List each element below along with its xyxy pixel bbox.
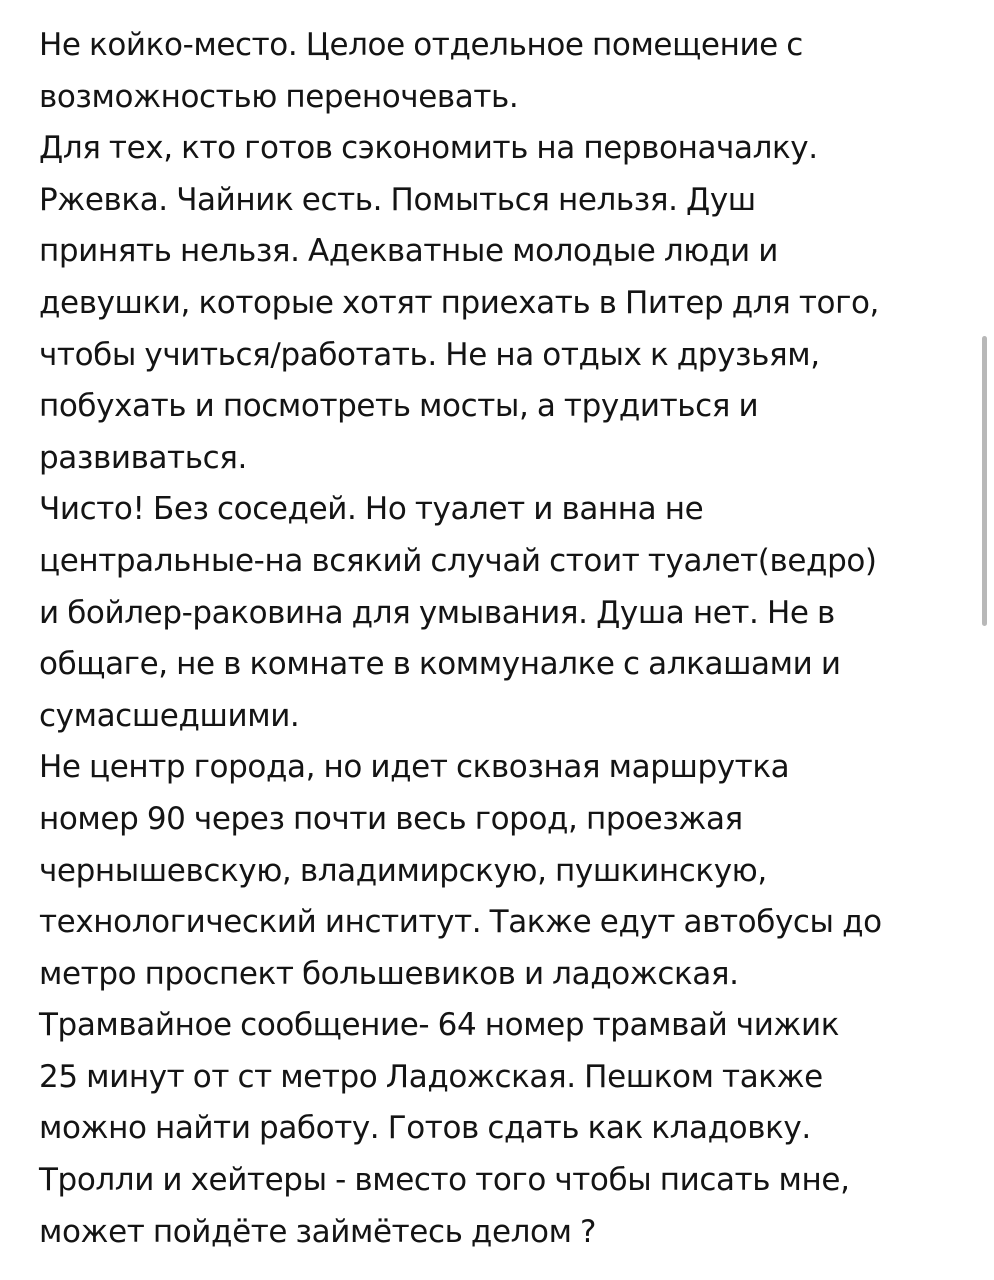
- text-line: технологический институт. Также едут автобусы до: [39, 904, 882, 941]
- text-line: побухать и посмотреть мосты, а трудиться и: [39, 388, 759, 425]
- text-line: номер 90 через почти весь город, проезжая: [39, 800, 743, 837]
- text-line: развиваться.: [39, 439, 247, 476]
- text-line: Чисто! Без соседей. Но туалет и ванна не: [39, 491, 704, 528]
- text-line: девушки, которые хотят приехать в Питер для того,: [39, 284, 880, 321]
- text-line: общаге, не в комнате в коммуналке с алкашами и: [39, 646, 841, 683]
- text-line: центральные-на всякий случай стоит туалет(ведро): [39, 542, 877, 579]
- text-line: принять нельзя. Адекватные молодые люди и: [39, 233, 778, 270]
- text-line: Ржевка. Чайник есть. Помыться нельзя. Душ: [39, 181, 756, 218]
- text-line: Не койко-место. Целое отдельное помещение с: [39, 27, 803, 63]
- text-line: метро проспект большевиков и ладожская.: [39, 955, 739, 992]
- text-line: Для тех, кто готов сэкономить на первоначалку.: [39, 130, 818, 167]
- text-line: 25 минут от ст метро Ладожская. Пешком также: [39, 1058, 823, 1095]
- text-line: сумасшедшими.: [39, 697, 300, 734]
- text-line: чернышевскую, владимирскую, пушкинскую,: [39, 852, 767, 889]
- text-line: возможностью переночевать.: [39, 78, 519, 115]
- text-line: можно найти работу. Готов сдать как кладовку.: [39, 1110, 811, 1147]
- text-line: и бойлер-раковина для умывания. Душа нет. Не в: [39, 594, 835, 631]
- text-line: Тролли и хейтеры - вместо того чтобы писать мне,: [39, 1162, 850, 1199]
- text-line: может пойдёте займётесь делом ?: [39, 1213, 597, 1250]
- text-line: Трамвайное сообщение- 64 номер трамвай чижик: [39, 1007, 840, 1044]
- post-text: [39, 20, 969, 1258]
- text-line: чтобы учиться/работать. Не на отдых к друзьям,: [39, 336, 820, 373]
- scrollbar-thumb[interactable]: [982, 336, 987, 626]
- text-line: Не центр города, но идет сквозная маршрутка: [39, 749, 790, 786]
